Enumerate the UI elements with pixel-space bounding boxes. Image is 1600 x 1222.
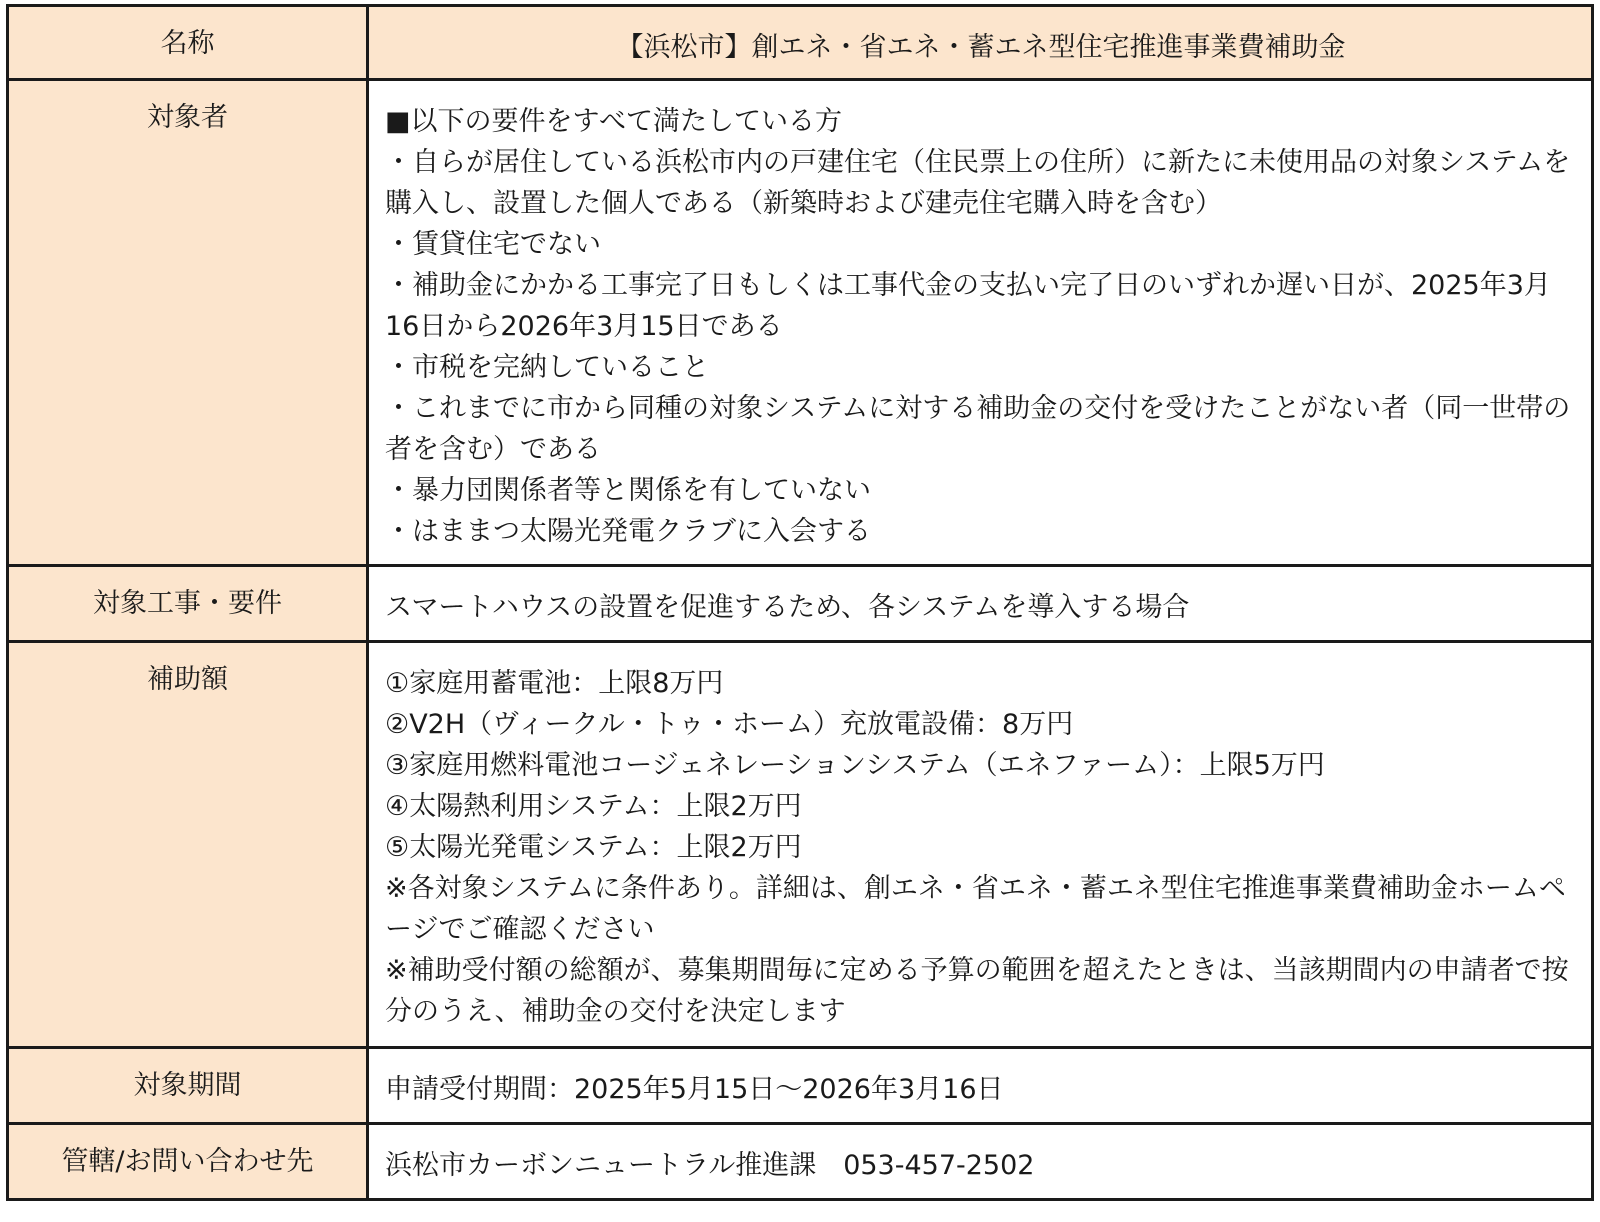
subsidy-amount-line: ③家庭用燃料電池コージェネレーションシステム（エネファーム）：上限5万円 <box>385 750 1325 781</box>
eligibility-line: ・暴力団関係者等と関係を有していない <box>385 475 871 506</box>
row-subsidy-amount <box>8 642 1593 1048</box>
subsidy-info-table <box>6 4 1594 1201</box>
label-contact: 管轄/お問い合わせ先 <box>8 1124 368 1200</box>
label-target-work: 対象工事・要件 <box>8 566 368 642</box>
eligibility-line: ・はままつ太陽光発電クラブに入会する <box>385 516 871 547</box>
subsidy-info-document <box>6 4 1594 1201</box>
label-name: 名称 <box>8 6 368 80</box>
row-target-work <box>8 566 1593 642</box>
program-title: 【浜松市】創エネ・省エネ・蓄エネ型住宅推進事業費補助金 <box>616 32 1346 63</box>
eligibility-line: ■以下の要件をすべて満たしている方 <box>385 106 842 137</box>
eligibility-line: ・自らが居住している浜松市内の戸建住宅（住民票上の住所）に新たに未使用品の対象システムを購入し、設置した個人である（新築時および建売住宅購入時を含む） <box>385 147 1571 219</box>
subsidy-amount-line: ④太陽熱利用システム：上限2万円 <box>385 791 802 822</box>
value-subsidy-amount <box>368 642 1593 1048</box>
subsidy-note: ※各対象システムに条件あり。詳細は、創エネ・省エネ・蓄エネ型住宅推進事業費補助金ホームページでご確認ください <box>385 873 1566 945</box>
row-eligible-persons <box>8 80 1593 566</box>
target-work-text: スマートハウスの設置を促進するため、各システムを導入する場合 <box>385 592 1190 623</box>
row-target-period <box>8 1048 1593 1124</box>
subsidy-amount-line: ①家庭用蓄電池：上限8万円 <box>385 668 724 699</box>
label-eligible-persons: 対象者 <box>8 80 368 566</box>
eligibility-line: ・市税を完納していること <box>385 352 709 383</box>
contact-info: 浜松市カーボンニュートラル推進課 053-457-2502 <box>385 1150 1035 1181</box>
value-target-work <box>368 566 1593 642</box>
eligibility-line: ・補助金にかかる工事完了日もしくは工事代金の支払い完了日のいずれか遅い日が、2025年3月16日から2026年3月15日である <box>385 270 1551 342</box>
value-target-period <box>368 1048 1593 1124</box>
value-contact <box>368 1124 1593 1200</box>
row-contact <box>8 1124 1593 1200</box>
value-name <box>368 6 1593 80</box>
application-period: 申請受付期間：2025年5月15日～2026年3月16日 <box>385 1074 1004 1105</box>
value-eligible-persons <box>368 80 1593 566</box>
subsidy-note: ※補助受付額の総額が、募集期間毎に定める予算の範囲を超えたときは、当該期間内の申請者で按分のうえ、補助金の交付を決定します <box>385 955 1569 1027</box>
label-target-period: 対象期間 <box>8 1048 368 1124</box>
subsidy-amount-line: ②V2H（ヴィークル・トゥ・ホーム）充放電設備：8万円 <box>385 709 1074 740</box>
subsidy-amount-line: ⑤太陽光発電システム：上限2万円 <box>385 832 802 863</box>
eligibility-line: ・賃貸住宅でない <box>385 229 601 260</box>
row-name <box>8 6 1593 80</box>
label-subsidy-amount: 補助額 <box>8 642 368 1048</box>
eligibility-line: ・これまでに市から同種の対象システムに対する補助金の交付を受けたことがない者（同一世帯の者を含む）である <box>385 393 1571 465</box>
